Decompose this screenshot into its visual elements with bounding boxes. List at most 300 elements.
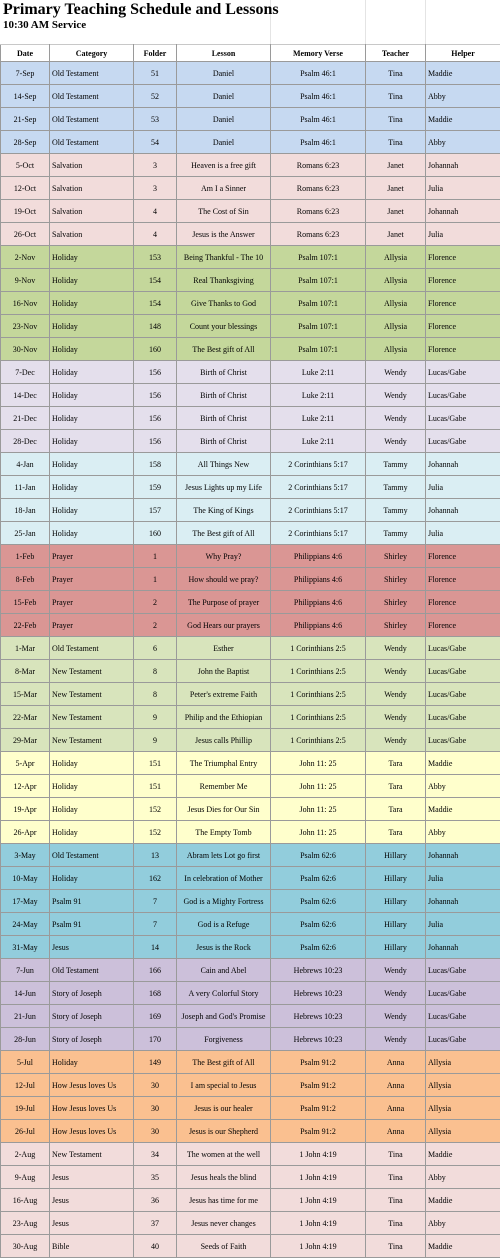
- lesson-cell[interactable]: The Empty Tomb: [177, 821, 271, 844]
- memory-verse-cell[interactable]: John 11: 25: [271, 821, 366, 844]
- folder-cell[interactable]: 162: [134, 867, 177, 890]
- lesson-cell[interactable]: Jesus is our Shepherd: [177, 1120, 271, 1143]
- teacher-cell[interactable]: Janet: [366, 177, 426, 200]
- category-cell[interactable]: Holiday: [50, 246, 134, 269]
- helper-cell[interactable]: Allysia: [426, 1074, 500, 1097]
- lesson-cell[interactable]: Jesus Lights up my Life: [177, 476, 271, 499]
- teacher-cell[interactable]: Tina: [366, 1143, 426, 1166]
- folder-cell[interactable]: 151: [134, 752, 177, 775]
- category-cell[interactable]: Salvation: [50, 200, 134, 223]
- helper-cell[interactable]: Lucas/Gabe: [426, 959, 500, 982]
- date-cell[interactable]: 15-Mar: [1, 683, 50, 706]
- helper-cell[interactable]: Abby: [426, 1212, 500, 1235]
- category-cell[interactable]: Holiday: [50, 1051, 134, 1074]
- teacher-cell[interactable]: Wendy: [366, 1005, 426, 1028]
- date-cell[interactable]: 26-Oct: [1, 223, 50, 246]
- folder-cell[interactable]: 51: [134, 62, 177, 85]
- memory-verse-cell[interactable]: Luke 2:11: [271, 384, 366, 407]
- date-cell[interactable]: 22-Mar: [1, 706, 50, 729]
- category-cell[interactable]: Holiday: [50, 798, 134, 821]
- folder-cell[interactable]: 30: [134, 1097, 177, 1120]
- category-cell[interactable]: New Testament: [50, 729, 134, 752]
- teacher-cell[interactable]: Hillary: [366, 867, 426, 890]
- date-cell[interactable]: 26-Apr: [1, 821, 50, 844]
- lesson-cell[interactable]: The Cost of Sin: [177, 200, 271, 223]
- category-cell[interactable]: Jesus: [50, 1166, 134, 1189]
- helper-cell[interactable]: Maddie: [426, 1143, 500, 1166]
- category-cell[interactable]: Story of Joseph: [50, 982, 134, 1005]
- helper-cell[interactable]: Julia: [426, 177, 500, 200]
- memory-verse-cell[interactable]: Psalm 62:6: [271, 867, 366, 890]
- helper-cell[interactable]: Maddie: [426, 1189, 500, 1212]
- folder-cell[interactable]: 154: [134, 269, 177, 292]
- helper-cell[interactable]: Johannah: [426, 200, 500, 223]
- date-cell[interactable]: 5-Apr: [1, 752, 50, 775]
- memory-verse-cell[interactable]: 2 Corinthians 5:17: [271, 499, 366, 522]
- category-cell[interactable]: New Testament: [50, 660, 134, 683]
- category-cell[interactable]: Holiday: [50, 775, 134, 798]
- teacher-cell[interactable]: Tara: [366, 752, 426, 775]
- category-cell[interactable]: Prayer: [50, 568, 134, 591]
- folder-cell[interactable]: 54: [134, 131, 177, 154]
- teacher-cell[interactable]: Allysia: [366, 246, 426, 269]
- category-cell[interactable]: Prayer: [50, 545, 134, 568]
- category-cell[interactable]: Bible: [50, 1235, 134, 1258]
- date-cell[interactable]: 7-Jun: [1, 959, 50, 982]
- date-cell[interactable]: 21-Sep: [1, 108, 50, 131]
- helper-cell[interactable]: Florence: [426, 545, 500, 568]
- lesson-cell[interactable]: Seeds of Faith: [177, 1235, 271, 1258]
- lesson-cell[interactable]: A very Colorful Story: [177, 982, 271, 1005]
- date-cell[interactable]: 30-Aug: [1, 1235, 50, 1258]
- folder-cell[interactable]: 156: [134, 384, 177, 407]
- lesson-cell[interactable]: Philip and the Ethiopian: [177, 706, 271, 729]
- memory-verse-cell[interactable]: Psalm 62:6: [271, 844, 366, 867]
- category-cell[interactable]: Old Testament: [50, 637, 134, 660]
- helper-cell[interactable]: Johannah: [426, 499, 500, 522]
- memory-verse-cell[interactable]: Philippians 4:6: [271, 545, 366, 568]
- category-cell[interactable]: Holiday: [50, 499, 134, 522]
- folder-cell[interactable]: 7: [134, 890, 177, 913]
- helper-cell[interactable]: Maddie: [426, 108, 500, 131]
- date-cell[interactable]: 9-Aug: [1, 1166, 50, 1189]
- teacher-cell[interactable]: Shirley: [366, 614, 426, 637]
- teacher-cell[interactable]: Allysia: [366, 292, 426, 315]
- category-cell[interactable]: Jesus: [50, 1189, 134, 1212]
- date-cell[interactable]: 25-Jan: [1, 522, 50, 545]
- lesson-cell[interactable]: The Purpose of prayer: [177, 591, 271, 614]
- lesson-cell[interactable]: Abram lets Lot go first: [177, 844, 271, 867]
- lesson-cell[interactable]: God is a Mighty Fortress: [177, 890, 271, 913]
- lesson-cell[interactable]: Jesus never changes: [177, 1212, 271, 1235]
- memory-verse-cell[interactable]: 1 John 4:19: [271, 1166, 366, 1189]
- teacher-cell[interactable]: Shirley: [366, 568, 426, 591]
- memory-verse-cell[interactable]: 1 John 4:19: [271, 1189, 366, 1212]
- category-cell[interactable]: Salvation: [50, 154, 134, 177]
- category-cell[interactable]: New Testament: [50, 706, 134, 729]
- teacher-cell[interactable]: Allysia: [366, 269, 426, 292]
- folder-cell[interactable]: 36: [134, 1189, 177, 1212]
- folder-cell[interactable]: 52: [134, 85, 177, 108]
- category-cell[interactable]: Jesus: [50, 1212, 134, 1235]
- date-cell[interactable]: 11-Jan: [1, 476, 50, 499]
- helper-cell[interactable]: Lucas/Gabe: [426, 729, 500, 752]
- memory-verse-cell[interactable]: Hebrews 10:23: [271, 982, 366, 1005]
- lesson-cell[interactable]: Birth of Christ: [177, 407, 271, 430]
- teacher-cell[interactable]: Tina: [366, 1212, 426, 1235]
- memory-verse-cell[interactable]: Psalm 62:6: [271, 913, 366, 936]
- teacher-cell[interactable]: Tara: [366, 821, 426, 844]
- category-cell[interactable]: Old Testament: [50, 85, 134, 108]
- memory-verse-cell[interactable]: Hebrews 10:23: [271, 1005, 366, 1028]
- helper-cell[interactable]: Johannah: [426, 844, 500, 867]
- folder-cell[interactable]: 9: [134, 729, 177, 752]
- category-cell[interactable]: New Testament: [50, 1143, 134, 1166]
- folder-cell[interactable]: 160: [134, 522, 177, 545]
- memory-verse-cell[interactable]: Luke 2:11: [271, 407, 366, 430]
- teacher-cell[interactable]: Allysia: [366, 315, 426, 338]
- memory-verse-cell[interactable]: Psalm 46:1: [271, 108, 366, 131]
- category-cell[interactable]: Psalm 91: [50, 913, 134, 936]
- helper-cell[interactable]: Florence: [426, 246, 500, 269]
- memory-verse-cell[interactable]: Romans 6:23: [271, 154, 366, 177]
- teacher-cell[interactable]: Wendy: [366, 706, 426, 729]
- lesson-cell[interactable]: Birth of Christ: [177, 430, 271, 453]
- date-cell[interactable]: 18-Jan: [1, 499, 50, 522]
- teacher-cell[interactable]: Wendy: [366, 959, 426, 982]
- helper-cell[interactable]: Abby: [426, 821, 500, 844]
- helper-cell[interactable]: Lucas/Gabe: [426, 361, 500, 384]
- date-cell[interactable]: 7-Dec: [1, 361, 50, 384]
- column-header-memory-verse[interactable]: Memory Verse: [271, 45, 366, 62]
- memory-verse-cell[interactable]: Luke 2:11: [271, 430, 366, 453]
- lesson-cell[interactable]: The Best gift of All: [177, 338, 271, 361]
- date-cell[interactable]: 2-Nov: [1, 246, 50, 269]
- memory-verse-cell[interactable]: Psalm 62:6: [271, 936, 366, 959]
- category-cell[interactable]: Old Testament: [50, 131, 134, 154]
- folder-cell[interactable]: 157: [134, 499, 177, 522]
- category-cell[interactable]: How Jesus loves Us: [50, 1097, 134, 1120]
- lesson-cell[interactable]: Jesus is our healer: [177, 1097, 271, 1120]
- helper-cell[interactable]: Lucas/Gabe: [426, 384, 500, 407]
- date-cell[interactable]: 1-Feb: [1, 545, 50, 568]
- helper-cell[interactable]: Maddie: [426, 798, 500, 821]
- folder-cell[interactable]: 1: [134, 545, 177, 568]
- folder-cell[interactable]: 4: [134, 223, 177, 246]
- lesson-cell[interactable]: John the Baptist: [177, 660, 271, 683]
- date-cell[interactable]: 21-Dec: [1, 407, 50, 430]
- date-cell[interactable]: 4-Jan: [1, 453, 50, 476]
- memory-verse-cell[interactable]: 1 John 4:19: [271, 1212, 366, 1235]
- category-cell[interactable]: New Testament: [50, 683, 134, 706]
- category-cell[interactable]: Story of Joseph: [50, 1028, 134, 1051]
- folder-cell[interactable]: 156: [134, 361, 177, 384]
- teacher-cell[interactable]: Wendy: [366, 729, 426, 752]
- helper-cell[interactable]: Lucas/Gabe: [426, 1028, 500, 1051]
- helper-cell[interactable]: Julia: [426, 522, 500, 545]
- category-cell[interactable]: Holiday: [50, 867, 134, 890]
- date-cell[interactable]: 29-Mar: [1, 729, 50, 752]
- teacher-cell[interactable]: Janet: [366, 154, 426, 177]
- teacher-cell[interactable]: Tina: [366, 85, 426, 108]
- lesson-cell[interactable]: Being Thankful - The 10: [177, 246, 271, 269]
- teacher-cell[interactable]: Tina: [366, 1235, 426, 1258]
- date-cell[interactable]: 14-Jun: [1, 982, 50, 1005]
- helper-cell[interactable]: Florence: [426, 591, 500, 614]
- date-cell[interactable]: 12-Apr: [1, 775, 50, 798]
- memory-verse-cell[interactable]: Psalm 107:1: [271, 315, 366, 338]
- memory-verse-cell[interactable]: Psalm 91:2: [271, 1074, 366, 1097]
- category-cell[interactable]: Story of Joseph: [50, 1005, 134, 1028]
- date-cell[interactable]: 14-Sep: [1, 85, 50, 108]
- folder-cell[interactable]: 152: [134, 798, 177, 821]
- memory-verse-cell[interactable]: Psalm 46:1: [271, 62, 366, 85]
- date-cell[interactable]: 30-Nov: [1, 338, 50, 361]
- helper-cell[interactable]: Maddie: [426, 1235, 500, 1258]
- lesson-cell[interactable]: Jesus Dies for Our Sin: [177, 798, 271, 821]
- memory-verse-cell[interactable]: John 11: 25: [271, 752, 366, 775]
- category-cell[interactable]: Holiday: [50, 269, 134, 292]
- teacher-cell[interactable]: Tina: [366, 1189, 426, 1212]
- date-cell[interactable]: 19-Jul: [1, 1097, 50, 1120]
- helper-cell[interactable]: Abby: [426, 85, 500, 108]
- date-cell[interactable]: 24-May: [1, 913, 50, 936]
- folder-cell[interactable]: 8: [134, 683, 177, 706]
- teacher-cell[interactable]: Janet: [366, 200, 426, 223]
- helper-cell[interactable]: Allysia: [426, 1051, 500, 1074]
- helper-cell[interactable]: Lucas/Gabe: [426, 637, 500, 660]
- memory-verse-cell[interactable]: Luke 2:11: [271, 361, 366, 384]
- category-cell[interactable]: Holiday: [50, 752, 134, 775]
- lesson-cell[interactable]: Remember Me: [177, 775, 271, 798]
- helper-cell[interactable]: Allysia: [426, 1120, 500, 1143]
- lesson-cell[interactable]: The Best gift of All: [177, 1051, 271, 1074]
- date-cell[interactable]: 12-Oct: [1, 177, 50, 200]
- memory-verse-cell[interactable]: Psalm 107:1: [271, 338, 366, 361]
- folder-cell[interactable]: 30: [134, 1120, 177, 1143]
- teacher-cell[interactable]: Tina: [366, 1166, 426, 1189]
- category-cell[interactable]: Holiday: [50, 361, 134, 384]
- folder-cell[interactable]: 4: [134, 200, 177, 223]
- teacher-cell[interactable]: Wendy: [366, 361, 426, 384]
- teacher-cell[interactable]: Anna: [366, 1074, 426, 1097]
- helper-cell[interactable]: Abby: [426, 775, 500, 798]
- helper-cell[interactable]: Julia: [426, 867, 500, 890]
- folder-cell[interactable]: 149: [134, 1051, 177, 1074]
- date-cell[interactable]: 1-Mar: [1, 637, 50, 660]
- folder-cell[interactable]: 170: [134, 1028, 177, 1051]
- date-cell[interactable]: 3-May: [1, 844, 50, 867]
- lesson-cell[interactable]: The King of Kings: [177, 499, 271, 522]
- lesson-cell[interactable]: God Hears our prayers: [177, 614, 271, 637]
- teacher-cell[interactable]: Wendy: [366, 407, 426, 430]
- memory-verse-cell[interactable]: Psalm 91:2: [271, 1097, 366, 1120]
- helper-cell[interactable]: Lucas/Gabe: [426, 407, 500, 430]
- memory-verse-cell[interactable]: Psalm 91:2: [271, 1120, 366, 1143]
- memory-verse-cell[interactable]: 2 Corinthians 5:17: [271, 476, 366, 499]
- teacher-cell[interactable]: Wendy: [366, 1028, 426, 1051]
- memory-verse-cell[interactable]: Psalm 107:1: [271, 269, 366, 292]
- lesson-cell[interactable]: Why Pray?: [177, 545, 271, 568]
- category-cell[interactable]: Holiday: [50, 821, 134, 844]
- memory-verse-cell[interactable]: Philippians 4:6: [271, 591, 366, 614]
- lesson-cell[interactable]: God is a Refuge: [177, 913, 271, 936]
- category-cell[interactable]: Jesus: [50, 936, 134, 959]
- lesson-cell[interactable]: Jesus is the Rock: [177, 936, 271, 959]
- helper-cell[interactable]: Allysia: [426, 1097, 500, 1120]
- teacher-cell[interactable]: Shirley: [366, 545, 426, 568]
- lesson-cell[interactable]: All Things New: [177, 453, 271, 476]
- helper-cell[interactable]: Florence: [426, 338, 500, 361]
- teacher-cell[interactable]: Wendy: [366, 683, 426, 706]
- category-cell[interactable]: How Jesus loves Us: [50, 1074, 134, 1097]
- lesson-cell[interactable]: Count your blessings: [177, 315, 271, 338]
- folder-cell[interactable]: 169: [134, 1005, 177, 1028]
- memory-verse-cell[interactable]: Psalm 46:1: [271, 131, 366, 154]
- folder-cell[interactable]: 156: [134, 407, 177, 430]
- folder-cell[interactable]: 159: [134, 476, 177, 499]
- date-cell[interactable]: 17-May: [1, 890, 50, 913]
- teacher-cell[interactable]: Hillary: [366, 936, 426, 959]
- date-cell[interactable]: 23-Nov: [1, 315, 50, 338]
- lesson-cell[interactable]: Give Thanks to God: [177, 292, 271, 315]
- helper-cell[interactable]: Lucas/Gabe: [426, 430, 500, 453]
- category-cell[interactable]: Old Testament: [50, 62, 134, 85]
- teacher-cell[interactable]: Tina: [366, 62, 426, 85]
- teacher-cell[interactable]: Wendy: [366, 982, 426, 1005]
- memory-verse-cell[interactable]: Psalm 107:1: [271, 246, 366, 269]
- folder-cell[interactable]: 2: [134, 614, 177, 637]
- teacher-cell[interactable]: Hillary: [366, 913, 426, 936]
- memory-verse-cell[interactable]: Psalm 107:1: [271, 292, 366, 315]
- category-cell[interactable]: Holiday: [50, 430, 134, 453]
- folder-cell[interactable]: 158: [134, 453, 177, 476]
- teacher-cell[interactable]: Anna: [366, 1051, 426, 1074]
- helper-cell[interactable]: Julia: [426, 913, 500, 936]
- lesson-cell[interactable]: Am I a Sinner: [177, 177, 271, 200]
- date-cell[interactable]: 26-Jul: [1, 1120, 50, 1143]
- helper-cell[interactable]: Lucas/Gabe: [426, 683, 500, 706]
- category-cell[interactable]: Holiday: [50, 522, 134, 545]
- teacher-cell[interactable]: Wendy: [366, 430, 426, 453]
- lesson-cell[interactable]: Jesus heals the blind: [177, 1166, 271, 1189]
- date-cell[interactable]: 7-Sep: [1, 62, 50, 85]
- date-cell[interactable]: 23-Aug: [1, 1212, 50, 1235]
- date-cell[interactable]: 28-Sep: [1, 131, 50, 154]
- lesson-cell[interactable]: Birth of Christ: [177, 384, 271, 407]
- memory-verse-cell[interactable]: Romans 6:23: [271, 200, 366, 223]
- memory-verse-cell[interactable]: Psalm 62:6: [271, 890, 366, 913]
- memory-verse-cell[interactable]: 2 Corinthians 5:17: [271, 522, 366, 545]
- helper-cell[interactable]: Johannah: [426, 890, 500, 913]
- lesson-cell[interactable]: Daniel: [177, 131, 271, 154]
- teacher-cell[interactable]: Hillary: [366, 890, 426, 913]
- lesson-cell[interactable]: Birth of Christ: [177, 361, 271, 384]
- folder-cell[interactable]: 2: [134, 591, 177, 614]
- category-cell[interactable]: Old Testament: [50, 108, 134, 131]
- folder-cell[interactable]: 13: [134, 844, 177, 867]
- folder-cell[interactable]: 151: [134, 775, 177, 798]
- folder-cell[interactable]: 148: [134, 315, 177, 338]
- folder-cell[interactable]: 8: [134, 660, 177, 683]
- folder-cell[interactable]: 37: [134, 1212, 177, 1235]
- date-cell[interactable]: 8-Mar: [1, 660, 50, 683]
- helper-cell[interactable]: Lucas/Gabe: [426, 1005, 500, 1028]
- date-cell[interactable]: 2-Aug: [1, 1143, 50, 1166]
- helper-cell[interactable]: Abby: [426, 1166, 500, 1189]
- lesson-cell[interactable]: Heaven is a free gift: [177, 154, 271, 177]
- teacher-cell[interactable]: Tammy: [366, 522, 426, 545]
- folder-cell[interactable]: 160: [134, 338, 177, 361]
- date-cell[interactable]: 8-Feb: [1, 568, 50, 591]
- column-header-helper[interactable]: Helper: [426, 45, 500, 62]
- category-cell[interactable]: Holiday: [50, 315, 134, 338]
- helper-cell[interactable]: Lucas/Gabe: [426, 706, 500, 729]
- date-cell[interactable]: 19-Apr: [1, 798, 50, 821]
- memory-verse-cell[interactable]: 2 Corinthians 5:17: [271, 453, 366, 476]
- helper-cell[interactable]: Johannah: [426, 154, 500, 177]
- column-header-lesson[interactable]: Lesson: [177, 45, 271, 62]
- teacher-cell[interactable]: Tara: [366, 775, 426, 798]
- teacher-cell[interactable]: Tammy: [366, 499, 426, 522]
- lesson-cell[interactable]: Cain and Abel: [177, 959, 271, 982]
- category-cell[interactable]: Old Testament: [50, 844, 134, 867]
- date-cell[interactable]: 21-Jun: [1, 1005, 50, 1028]
- lesson-cell[interactable]: The Best gift of All: [177, 522, 271, 545]
- memory-verse-cell[interactable]: 1 Corinthians 2:5: [271, 729, 366, 752]
- teacher-cell[interactable]: Hillary: [366, 844, 426, 867]
- column-header-date[interactable]: Date: [1, 45, 50, 62]
- date-cell[interactable]: 5-Jul: [1, 1051, 50, 1074]
- teacher-cell[interactable]: Tammy: [366, 453, 426, 476]
- folder-cell[interactable]: 35: [134, 1166, 177, 1189]
- folder-cell[interactable]: 153: [134, 246, 177, 269]
- teacher-cell[interactable]: Anna: [366, 1120, 426, 1143]
- date-cell[interactable]: 5-Oct: [1, 154, 50, 177]
- folder-cell[interactable]: 34: [134, 1143, 177, 1166]
- lesson-cell[interactable]: I am special to Jesus: [177, 1074, 271, 1097]
- memory-verse-cell[interactable]: Psalm 46:1: [271, 85, 366, 108]
- folder-cell[interactable]: 7: [134, 913, 177, 936]
- date-cell[interactable]: 9-Nov: [1, 269, 50, 292]
- date-cell[interactable]: 16-Nov: [1, 292, 50, 315]
- memory-verse-cell[interactable]: Philippians 4:6: [271, 568, 366, 591]
- lesson-cell[interactable]: Jesus calls Phillip: [177, 729, 271, 752]
- category-cell[interactable]: Prayer: [50, 614, 134, 637]
- column-header-category[interactable]: Category: [50, 45, 134, 62]
- memory-verse-cell[interactable]: Hebrews 10:23: [271, 1028, 366, 1051]
- memory-verse-cell[interactable]: John 11: 25: [271, 775, 366, 798]
- folder-cell[interactable]: 40: [134, 1235, 177, 1258]
- category-cell[interactable]: Holiday: [50, 453, 134, 476]
- memory-verse-cell[interactable]: 1 Corinthians 2:5: [271, 706, 366, 729]
- lesson-cell[interactable]: Peter's extreme Faith: [177, 683, 271, 706]
- folder-cell[interactable]: 14: [134, 936, 177, 959]
- lesson-cell[interactable]: Real Thanksgiving: [177, 269, 271, 292]
- date-cell[interactable]: 14-Dec: [1, 384, 50, 407]
- date-cell[interactable]: 22-Feb: [1, 614, 50, 637]
- lesson-cell[interactable]: The women at the well: [177, 1143, 271, 1166]
- folder-cell[interactable]: 6: [134, 637, 177, 660]
- memory-verse-cell[interactable]: Hebrews 10:23: [271, 959, 366, 982]
- category-cell[interactable]: Holiday: [50, 384, 134, 407]
- date-cell[interactable]: 10-May: [1, 867, 50, 890]
- helper-cell[interactable]: Lucas/Gabe: [426, 660, 500, 683]
- lesson-cell[interactable]: Forgiveness: [177, 1028, 271, 1051]
- category-cell[interactable]: Salvation: [50, 223, 134, 246]
- category-cell[interactable]: Salvation: [50, 177, 134, 200]
- category-cell[interactable]: Holiday: [50, 476, 134, 499]
